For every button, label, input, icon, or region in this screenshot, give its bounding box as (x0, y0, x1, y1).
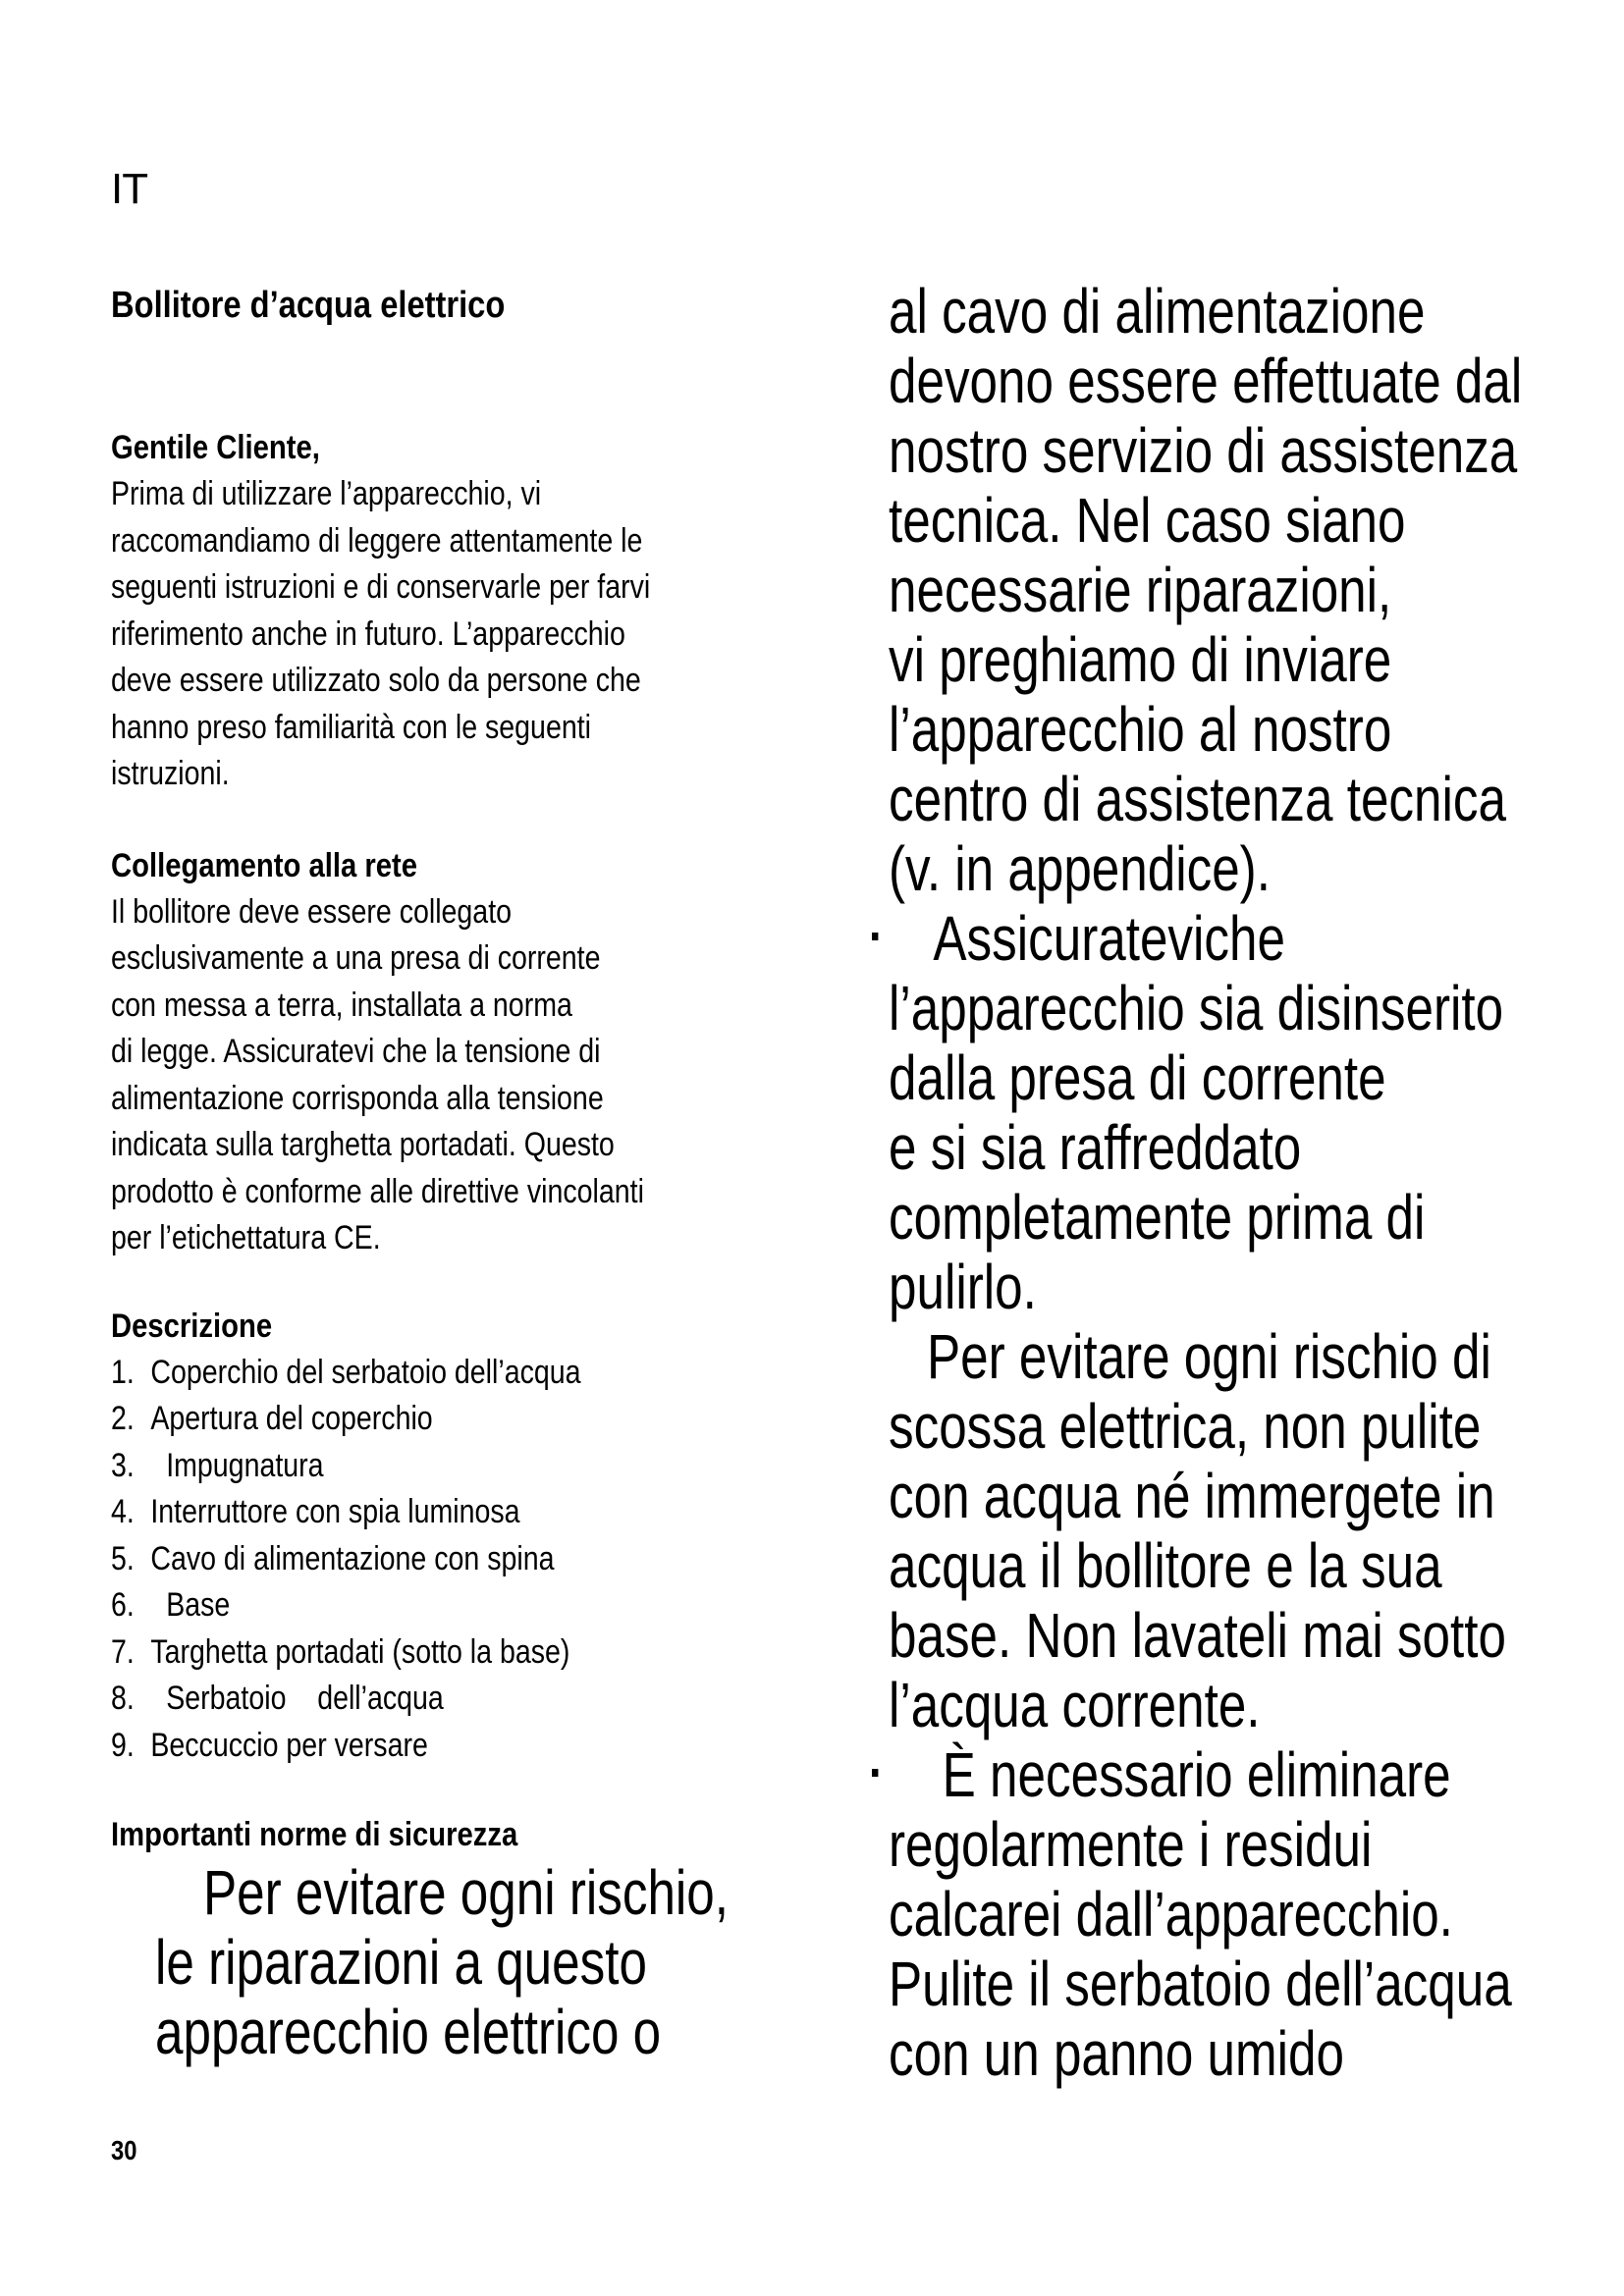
safety-line: al cavo di alimentazione (889, 276, 1426, 347)
network-line: indicata sulla targhetta portadati. Questo (111, 1126, 615, 1163)
safety-line: le riparazioni a questo (155, 1927, 647, 1998)
document-title: Bollitore d’acqua elettrico (111, 285, 506, 326)
safety-line: e si sia raffreddato (889, 1112, 1302, 1183)
network-line: Il bollitore deve essere collegato (111, 892, 513, 931)
greeting-line: riferimento anche in futuro. L’apparecchio (111, 614, 625, 653)
bullet-text: Per evitare ogni rischio di (927, 1321, 1491, 1392)
network-line: con messa a terra, installata a norma (111, 986, 572, 1024)
network-line: alimentazione corrisponda alla tensione (111, 1079, 604, 1117)
item-number: 5. (111, 1539, 135, 1577)
greeting-line: istruzioni. (111, 755, 230, 792)
safety-line: con un panno umido (889, 2018, 1344, 2089)
language-code: IT (111, 165, 148, 213)
safety-line: dalla presa di corrente (889, 1042, 1386, 1113)
bullet-icon (872, 933, 878, 940)
bullet-text: È necessario eliminare (942, 1739, 1451, 1810)
safety-line: l’apparecchio sia disinserito (889, 973, 1504, 1043)
network-heading: Collegamento alla rete (111, 846, 417, 884)
list-item (111, 1350, 688, 1397)
safety-line: l’acqua corrente. (889, 1670, 1261, 1740)
right-column (889, 277, 1596, 2089)
item-text: Impugnatura (150, 1446, 324, 1484)
safety-line: l’apparecchio al nostro (889, 694, 1392, 765)
safety-heading: Importanti norme di sicurezza (111, 1816, 518, 1853)
list-item (111, 1582, 688, 1629)
list-item (111, 1536, 688, 1583)
greeting-section (111, 425, 798, 798)
safety-line: nostro servizio di assistenza (889, 415, 1518, 486)
greeting-line: deve essere utilizzato solo da persone che (111, 662, 641, 699)
greeting-heading: Gentile Cliente, (111, 429, 320, 466)
item-number: 6. (111, 1586, 135, 1624)
item-number: 1. (111, 1353, 135, 1391)
bullet-text: Assicurateviche (933, 903, 1285, 974)
item-number: 2. (111, 1400, 135, 1437)
network-line: esclusivamente a una presa di corrente (111, 939, 601, 977)
safety-line: base. Non lavateli mai sotto (889, 1600, 1506, 1671)
list-item (111, 1676, 688, 1723)
list-item (111, 1396, 688, 1443)
item-text: Apertura del coperchio (150, 1400, 433, 1437)
description-section (111, 1304, 798, 1770)
safety-line: con acqua né immergete in (889, 1461, 1495, 1531)
safety-line: vi preghiamo di inviare (889, 624, 1392, 695)
description-heading: Descrizione (111, 1307, 273, 1345)
greeting-line: Prima di utilizzare l’apparecchio, vi (111, 475, 542, 512)
list-item (111, 1443, 688, 1490)
page-number: 30 (111, 2135, 137, 2165)
safety-line: scossa elettrica, non pulite (889, 1391, 1482, 1462)
safety-line: Pulite il serbatoio dell’acqua (889, 1949, 1512, 2019)
left-column (111, 285, 798, 2067)
item-text: Coperchio del serbatoio dell’acqua (150, 1353, 581, 1391)
network-line: prodotto è conforme alle direttive vincolanti (111, 1172, 644, 1210)
safety-bullet-4 (872, 1740, 1451, 1810)
network-line: di legge. Assicuratevi che la tensione di (111, 1033, 601, 1070)
item-text: Serbatoio dell’acqua (150, 1680, 444, 1717)
list-item (111, 1723, 688, 1770)
item-text: Interruttore con spia luminosa (150, 1493, 520, 1530)
safety-section (111, 1812, 798, 2067)
item-text: Base (150, 1586, 231, 1624)
network-section (111, 843, 798, 1262)
safety-line: calcarei dall’apparecchio. (889, 1879, 1453, 1949)
safety-line: necessarie riparazioni, (889, 555, 1392, 625)
safety-bullet-3 (872, 1321, 1491, 1392)
item-text: Cavo di alimentazione con spina (150, 1539, 555, 1577)
safety-line: regolarmente i residui (889, 1809, 1373, 1880)
parts-list (111, 1350, 798, 1770)
safety-line: tecnica. Nel caso siano (889, 485, 1406, 556)
item-number: 3. (111, 1446, 135, 1484)
safety-line: completamente prima di (889, 1182, 1426, 1253)
greeting-line: hanno preso familiarità con le seguenti (111, 708, 591, 746)
safety-line: (v. in appendice). (889, 833, 1271, 904)
greeting-line: seguenti istruzioni e di conservarle per farvi (111, 568, 651, 606)
safety-line: centro di assistenza tecnica (889, 764, 1506, 834)
safety-line: acqua il bollitore e la sua (889, 1530, 1442, 1601)
item-number: 8. (111, 1680, 135, 1717)
safety-line: pulirlo. (889, 1252, 1037, 1322)
safety-line: devono essere effettuate dal (889, 346, 1523, 416)
item-number: 7. (111, 1632, 135, 1671)
bullet-text: Per evitare ogni rischio, (203, 1857, 729, 1928)
item-number: 9. (111, 1726, 135, 1764)
network-line: per l’etichettatura CE. (111, 1219, 381, 1256)
greeting-line: raccomandiamo di leggere attentamente le (111, 521, 643, 560)
item-number: 4. (111, 1493, 135, 1530)
item-text: Beccuccio per versare (150, 1726, 428, 1764)
safety-bullet-1 (148, 1857, 729, 1928)
safety-line: apparecchio elettrico o (155, 1997, 662, 2067)
safety-bullet-2 (872, 904, 1451, 974)
item-text: Targhetta portadati (sotto la base) (150, 1632, 570, 1671)
list-item (111, 1629, 688, 1677)
bullet-icon (872, 1769, 878, 1777)
list-item (111, 1489, 688, 1536)
